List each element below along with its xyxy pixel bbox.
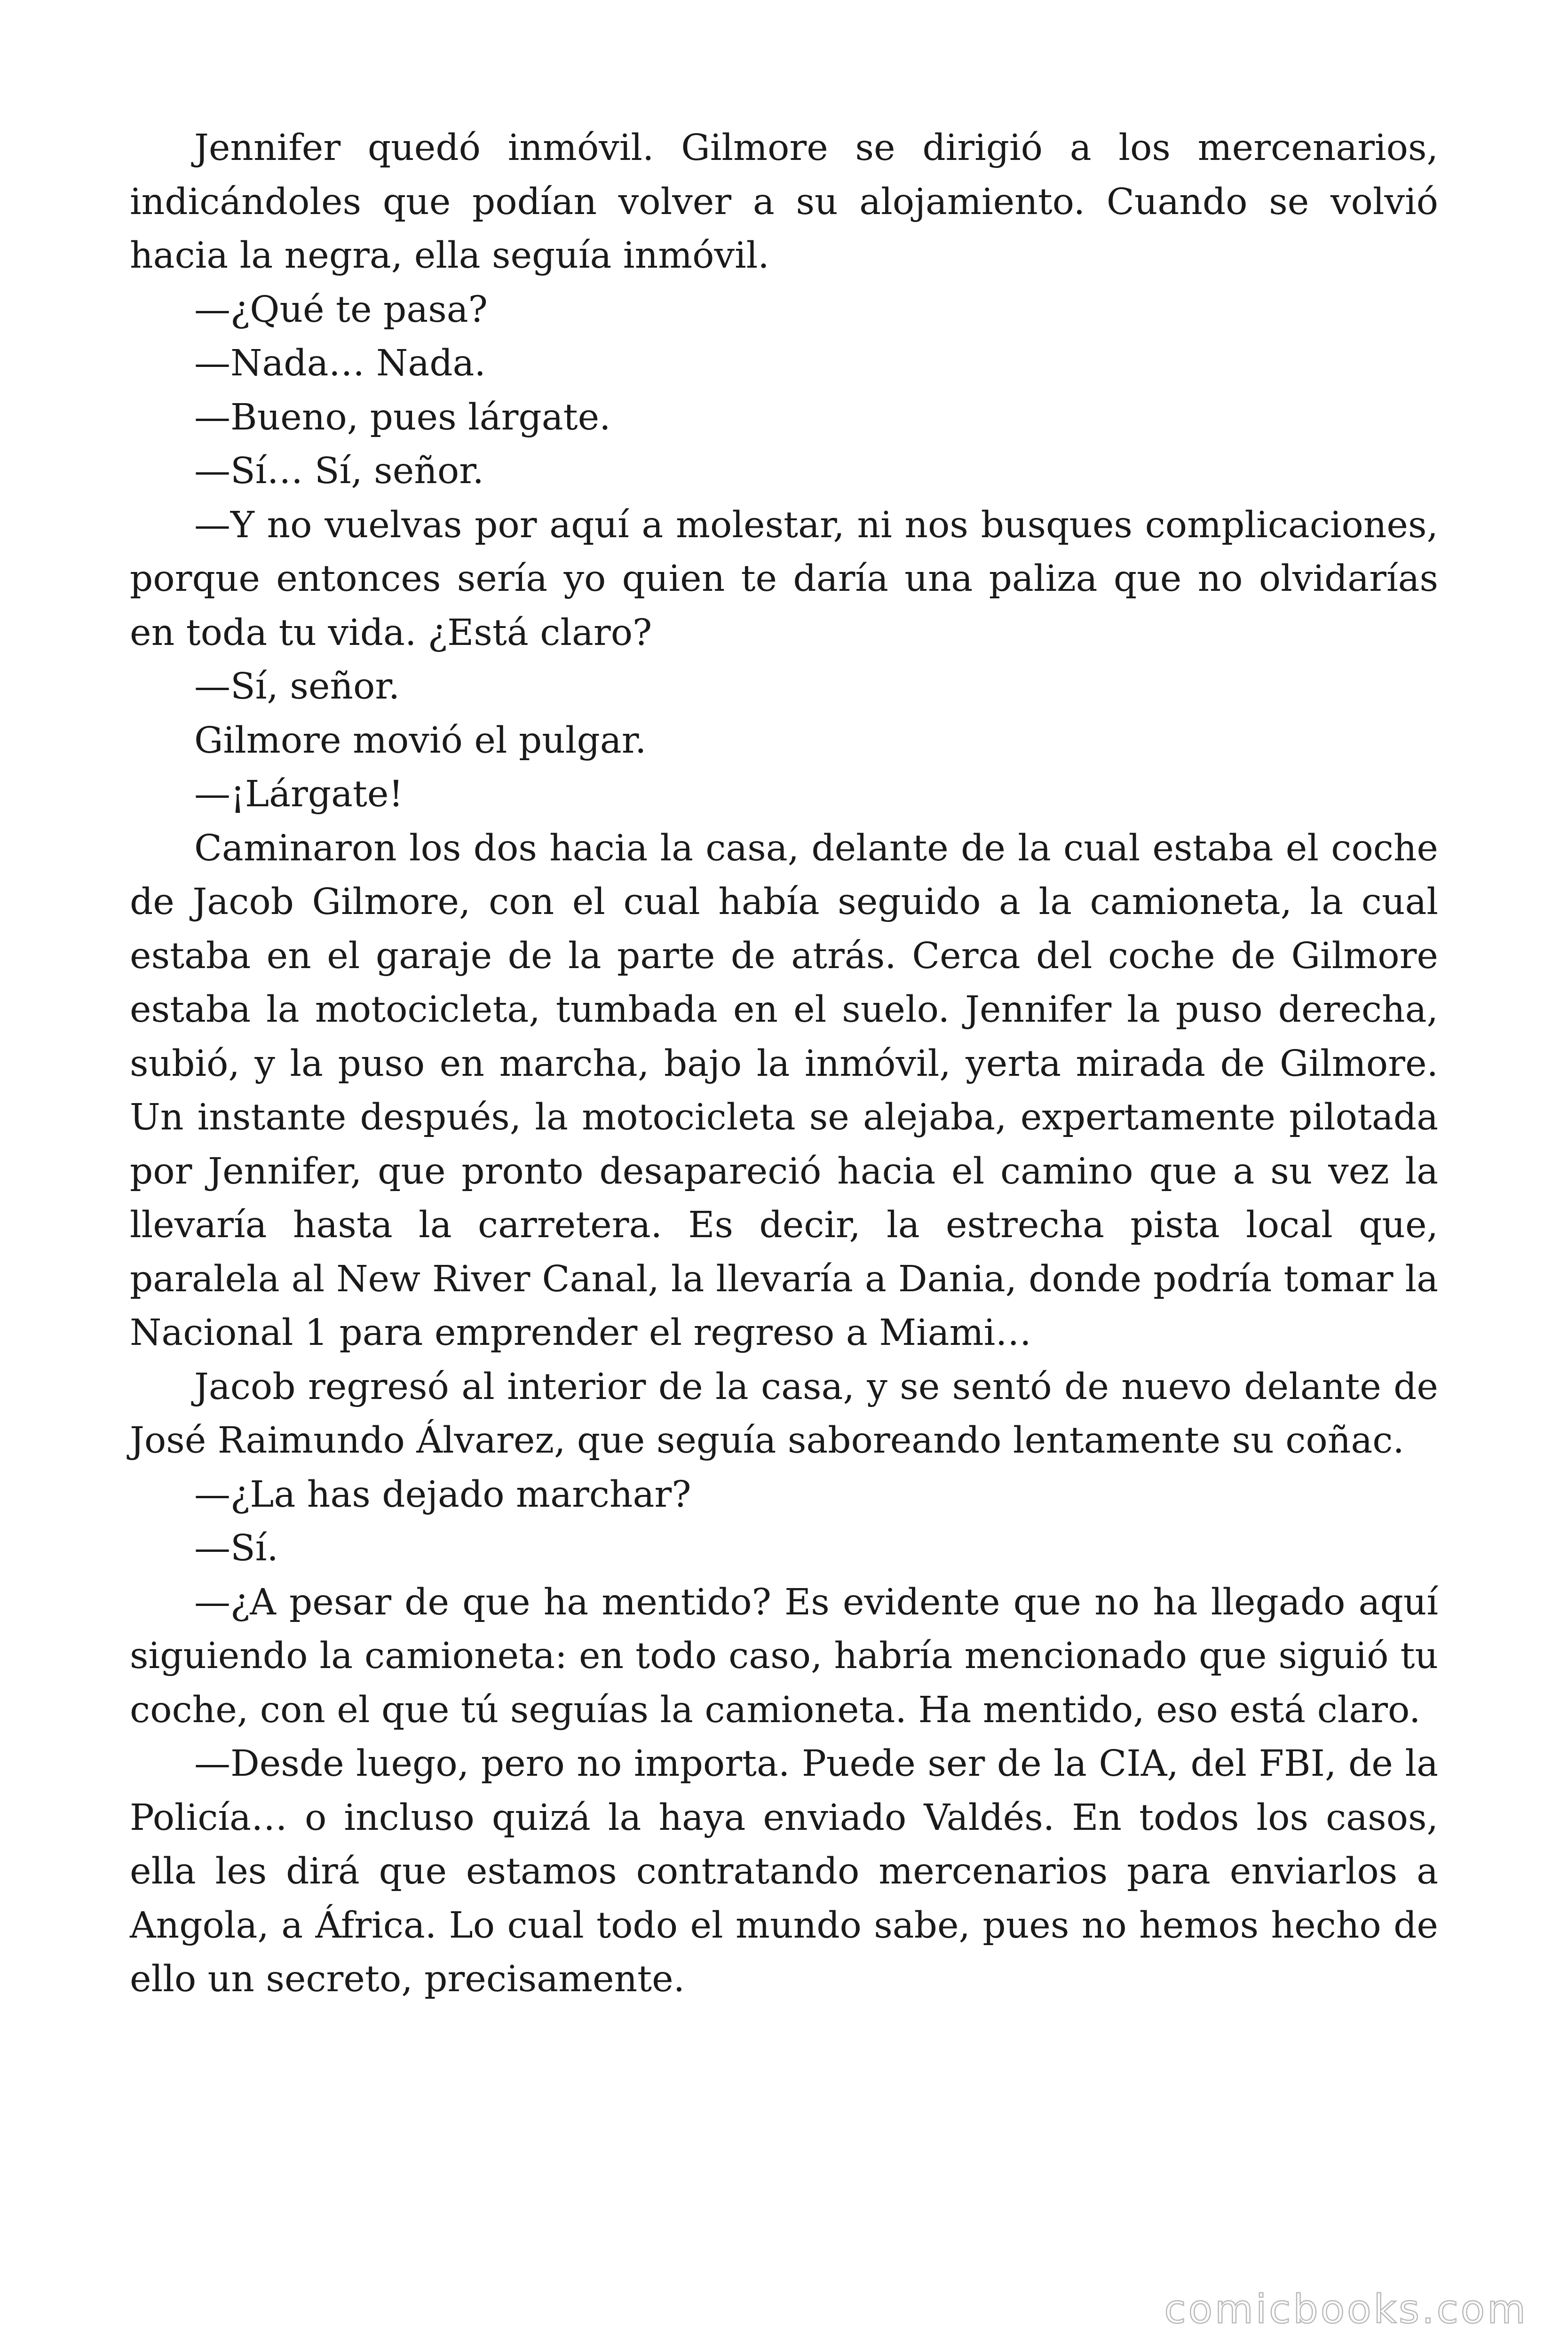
paragraph: Jacob regresó al interior de la casa, y se sentó de nuevo delante de José Raimundo Álvarez, que seguía saboreando lentamente su coñac.	[130, 1366, 1438, 1462]
dialogue-line: —Sí.	[194, 1527, 278, 1569]
dialogue-line: —Bueno, pues lárgate.	[194, 396, 611, 438]
watermark: comicbooks.com	[1164, 2286, 1528, 2332]
dialogue-line: —¿La has dejado marchar?	[194, 1473, 691, 1516]
dialogue-line: —Sí, señor.	[194, 666, 400, 707]
dialogue-line: —Sí… Sí, señor.	[194, 450, 484, 492]
body-text	[130, 121, 1438, 2007]
paragraph: Jennifer quedó inmóvil. Gilmore se dirigió a los mercenarios, indicándoles que podían volver a su alojamiento. Cuando se volvió hacia la negra, ella seguía inmóvil.	[130, 127, 1438, 277]
paragraph: Gilmore movió el pulgar.	[194, 719, 647, 762]
dialogue-line: —¿A pesar de que ha mentido? Es evidente que no ha llegado aquí siguiendo la camioneta: en todo caso, habría mencionado que siguió tu coche, con el que tú seguías la camioneta. Ha mentido, eso está claro.	[130, 1581, 1438, 1731]
dialogue-line: —¡Lárgate!	[194, 773, 404, 815]
paragraph: Caminaron los dos hacia la casa, delante de la cual estaba el coche de Jacob Gilmore, con el cual había seguido a la camioneta, la cual estaba en el garaje de la parte de atrás. Cerca del coche de Gilmore estaba la motocicleta, tumbada en el suelo. Jennifer la puso derecha, subió, y la puso en marcha, bajo la inmóvil, yerta mirada de Gilmore. Un instante después, la motocicleta se alejaba, expertamente pilotada por Jennifer, que pronto desapareció hacia el camino que a su vez la llevaría hasta la carretera. Es decir, la estrecha pista local que, paralela al New River Canal, la llevaría a Dania, donde podría tomar la Nacional 1 para emprender el regreso a Miami…	[130, 827, 1438, 1354]
dialogue-line: —Nada… Nada.	[194, 342, 486, 384]
dialogue-line: —¿Qué te pasa?	[194, 288, 488, 331]
dialogue-line: —Desde luego, pero no importa. Puede ser de la CIA, del FBI, de la Policía… o incluso quizá la haya enviado Valdés. En todos los casos, ella les dirá que estamos contratando mercenarios para enviarlos a Angola, a África. Lo cual todo el mundo sabe, pues no hemos hecho de ello un secreto, precisamente.	[130, 1743, 1438, 2000]
dialogue-line: —Y no vuelvas por aquí a molestar, ni nos busques complicaciones, porque entonces sería yo quien te daría una paliza que no olvidarías en toda tu vida. ¿Está claro?	[130, 504, 1438, 654]
